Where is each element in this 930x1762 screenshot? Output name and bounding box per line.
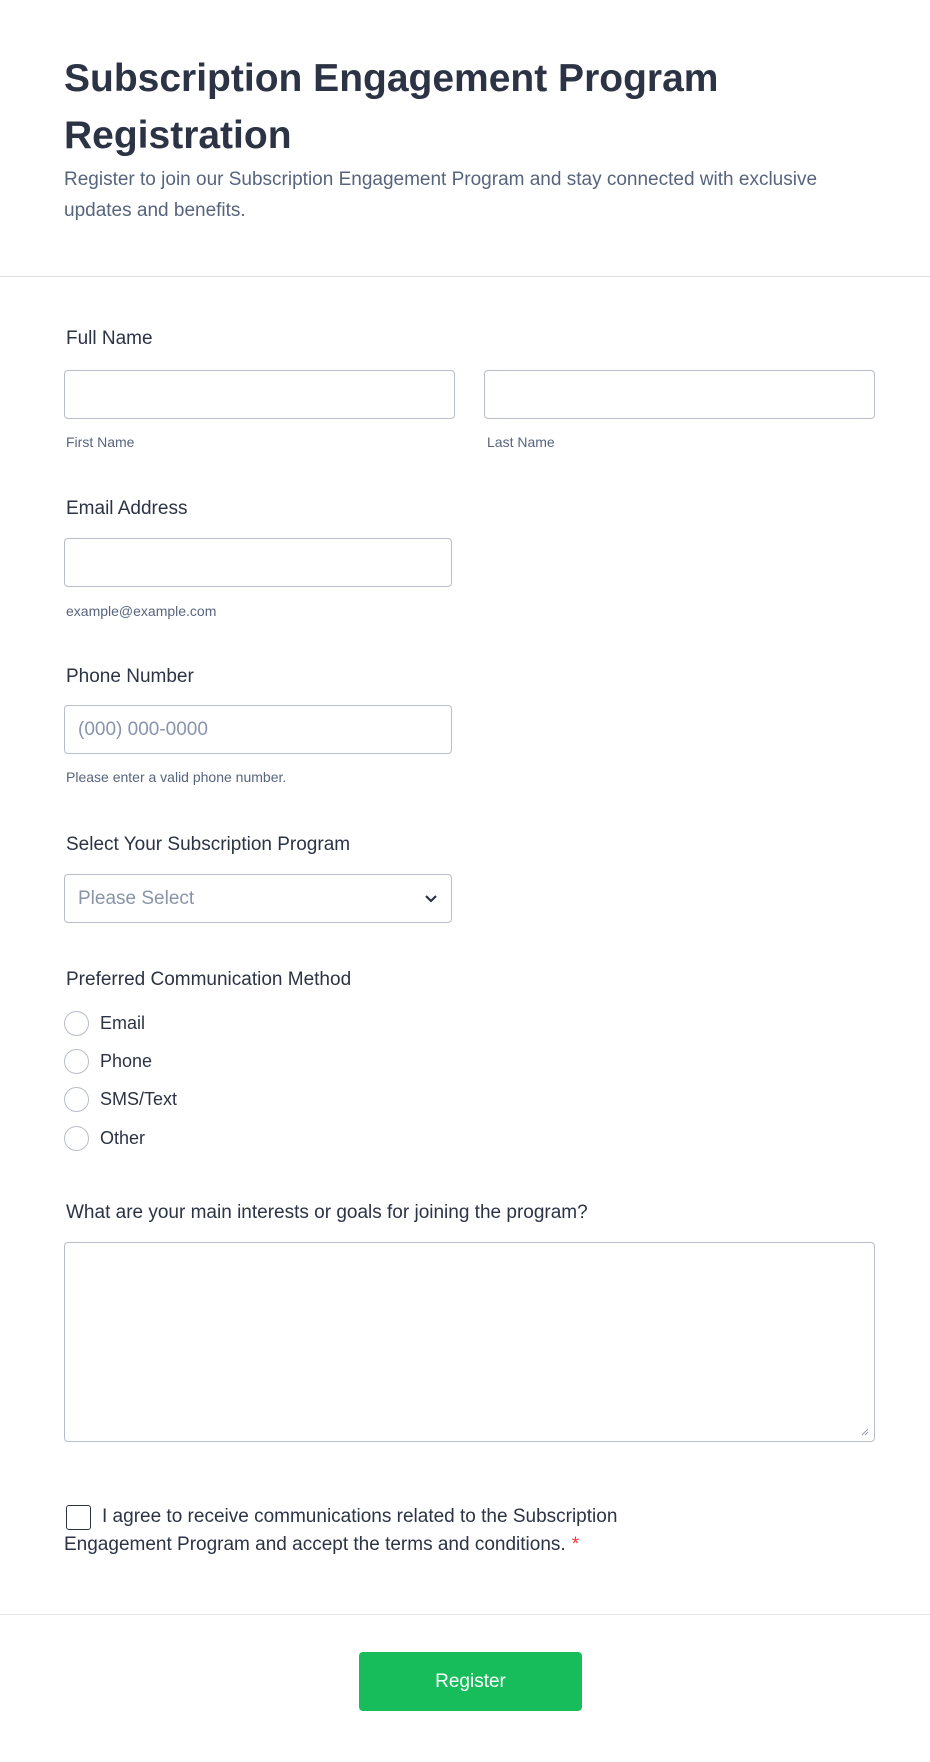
radio-circle[interactable] xyxy=(64,1126,89,1151)
radio-email[interactable] xyxy=(64,1010,145,1036)
first-name-sublabel: First Name xyxy=(66,434,135,450)
radio-circle[interactable] xyxy=(64,1049,89,1074)
radio-label: SMS/Text xyxy=(100,1088,178,1109)
radio-label: Phone xyxy=(100,1050,153,1071)
chevron-down-icon xyxy=(424,894,438,904)
email-input[interactable] xyxy=(64,538,452,587)
radio-circle[interactable] xyxy=(64,1087,89,1112)
program-select[interactable] xyxy=(64,874,452,923)
radio-sms[interactable] xyxy=(64,1086,177,1112)
phone-input[interactable] xyxy=(64,705,452,754)
radio-circle[interactable] xyxy=(64,1011,89,1036)
last-name-input[interactable] xyxy=(484,370,875,419)
consent-label[interactable] xyxy=(64,1503,704,1559)
interests-label: What are your main interests or goals for joining the program? xyxy=(66,1202,588,1223)
header-divider xyxy=(0,276,930,277)
register-button[interactable]: Register xyxy=(359,1652,582,1711)
email-label: Email Address xyxy=(66,498,188,519)
email-hint: example@example.com xyxy=(66,603,217,619)
radio-label: Other xyxy=(100,1127,146,1148)
footer-divider xyxy=(0,1614,930,1615)
page-title: Subscription Engagement Program Registration xyxy=(64,57,719,157)
last-name-sublabel: Last Name xyxy=(487,434,555,450)
first-name-input[interactable] xyxy=(64,370,455,419)
resize-grip-icon[interactable] xyxy=(859,1426,869,1436)
communication-label: Preferred Communication Method xyxy=(66,969,352,990)
required-mark: * xyxy=(571,1534,580,1555)
phone-label: Phone Number xyxy=(66,666,194,687)
radio-phone[interactable] xyxy=(64,1048,152,1074)
radio-other[interactable] xyxy=(64,1125,145,1151)
program-label: Select Your Subscription Program xyxy=(66,834,351,855)
page-subtitle: Register to join our Subscription Engagement Program and stay connected with exclusive updates and benefits. xyxy=(64,169,818,221)
program-select-value: Please Select xyxy=(78,887,195,909)
consent-text: I agree to receive communications related to the Subscription Engagement Program and accept the terms and conditions. xyxy=(64,1506,618,1555)
phone-hint: Please enter a valid phone number. xyxy=(66,769,287,785)
interests-wrapper xyxy=(64,1242,875,1442)
full-name-label: Full Name xyxy=(66,328,153,349)
interests-textarea[interactable] xyxy=(64,1242,875,1442)
radio-label: Email xyxy=(100,1012,146,1033)
